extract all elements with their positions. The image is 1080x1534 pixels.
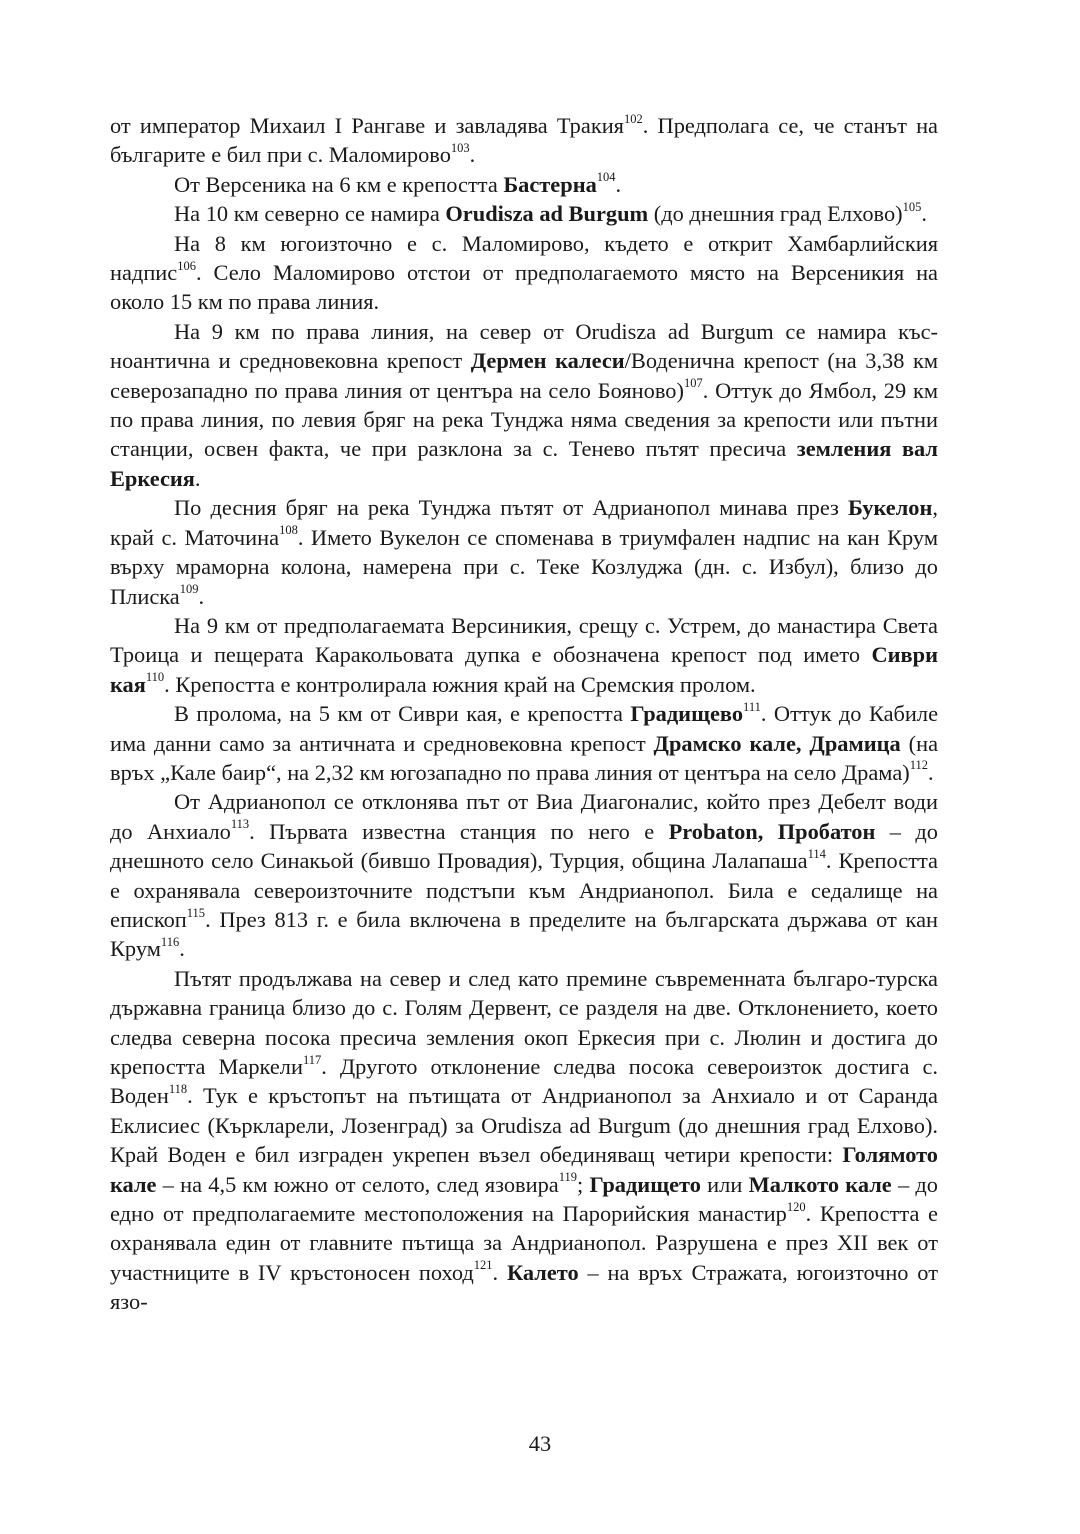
footnote-reference: 114 bbox=[807, 846, 826, 861]
text-segment: На 9 км по права линия, на север от Orudisza ad Burgum се намира късноантична и средновековна крепост bbox=[110, 318, 938, 374]
text-segment: . Крепостта е контролирала южния край на Сремския пролом. bbox=[164, 671, 756, 697]
footnote-reference: 106 bbox=[177, 258, 196, 273]
text-segment: . bbox=[469, 142, 476, 168]
text-segment: . Другото отклонение следва посока североизток достига с. Воден bbox=[110, 1054, 938, 1109]
text-segment: /Воденична крепост (на 3,38 км северозападно по права линия от центъра на село Бояново) bbox=[110, 348, 939, 403]
footnote-reference: 117 bbox=[302, 1052, 322, 1067]
text-segment: , край с. Маточина bbox=[110, 495, 938, 550]
text-segment: или bbox=[700, 1171, 749, 1197]
text-segment: В пролома, на 5 км от Сиври кая, е крепостта bbox=[174, 701, 631, 727]
text-segment: От Адрианопол се отклонява път от Виа Диагоналис, който през Дебелт води до Анхиало bbox=[110, 789, 938, 844]
page-number: 43 bbox=[528, 1431, 552, 1456]
paragraph bbox=[110, 964, 938, 1317]
text-segment: (до днешния град Елхово) bbox=[648, 201, 903, 227]
text-segment: . Предполага се, че станът на българите е бил при с. Маломирово bbox=[110, 113, 938, 168]
footnote-reference: 108 bbox=[279, 523, 298, 538]
footnote-reference: 107 bbox=[683, 376, 703, 391]
text-segment: . bbox=[194, 465, 201, 491]
text-segment: . Крепостта е охранявала североизточните подстъпи към Андрианопол. Била е седалище на епископ bbox=[110, 848, 938, 932]
text-segment: . Оттук до Ямбол, 29 км по права линия, по левия бряг на река Тунджа няма сведения за крепости или пътни станции, освен факта, че при разклона за с. Тенево пътят пресича bbox=[110, 377, 938, 462]
text-segment: . bbox=[179, 936, 185, 962]
text-segment: от император Михаил I Рангаве и завладява Тракия bbox=[110, 113, 624, 138]
text-segment: На 9 км от предполагаемата Версиникия, срещу с. Устрем, до манастира Света Троица и пещерата Каракольовата дупка е обозначена крепост под името bbox=[110, 612, 938, 668]
text-segment: . bbox=[615, 171, 622, 197]
text-segment: . bbox=[921, 201, 927, 227]
text-segment: . Тук е кръстопът на пътищата от Андрианопол за Анхиало и от Саранда Еклисиес (Къркларели, Лозенград) за Orudisza ad Burgum (до днешния град Елхово). Край Воден е бил изграден укрепен възел обединяващ четири крепости: bbox=[110, 1083, 938, 1168]
bold-term: Градищево bbox=[630, 701, 744, 727]
text-segment: По десния бряг на река Тунджа пътят от Адрианопол минава през bbox=[174, 495, 848, 521]
footnote-reference: 109 bbox=[179, 582, 199, 597]
paragraph bbox=[110, 111, 938, 170]
text-segment: . През 813 г. е била включена в пределите на българската държава от кан Крум bbox=[110, 906, 938, 962]
bold-term: Градището bbox=[589, 1171, 701, 1197]
footnote-reference: 111 bbox=[743, 699, 761, 714]
text-segment: ; bbox=[577, 1171, 590, 1197]
bold-term: Драмско кале, Драмица bbox=[653, 730, 901, 756]
footnote-reference: 112 bbox=[909, 758, 929, 773]
text-segment: (на връх „Кале баир“, на 2,32 км югозападно по права линия от центъра на село Драма) bbox=[110, 730, 939, 785]
text-segment: . Крепостта е охранявала един от главните пътища за Андрианопол. Разрушена е през XII век от участниците в IV кръстоносен поход bbox=[110, 1201, 938, 1285]
text-segment: На 10 км северно се намира bbox=[174, 201, 446, 227]
text-segment: . Село Маломирово отстои от предполагаемото място на Версеникия на около 15 км по права линия. bbox=[110, 260, 938, 315]
bold-term: Дермен калеси bbox=[470, 348, 625, 374]
paragraph bbox=[110, 611, 938, 699]
paragraph bbox=[110, 787, 938, 963]
text-segment: Пътят продължава на север и след като премине съвременната българо-турска държавна граница близо до с. Голям Дервент, се разделя на две. Отклонението, което следва северна посока пресича земления окоп Еркесия при с. Люлин и достига до крепостта Маркели bbox=[110, 965, 938, 1079]
bold-term: Сиври кая bbox=[110, 642, 938, 697]
bold-term: Бастерна bbox=[503, 171, 597, 197]
text-segment: . Името Вукелон се споменава в триумфален надпис на кан Крум върху мраморна колона, намерена при с. Теке Козлуджа (дн. с. Избул), близо до Плиска bbox=[110, 524, 938, 609]
text-segment: . Първата известна станция по него е bbox=[249, 818, 669, 844]
footnote-reference: 121 bbox=[473, 1258, 493, 1273]
paragraph bbox=[110, 199, 938, 228]
paragraph bbox=[110, 317, 938, 493]
footnote-reference: 102 bbox=[623, 111, 643, 126]
paragraph bbox=[110, 170, 938, 199]
bold-term: Orudisza ad Burgum bbox=[445, 201, 649, 227]
paragraph bbox=[110, 229, 938, 317]
footnote-reference: 113 bbox=[230, 817, 250, 832]
footnote-reference: 115 bbox=[186, 905, 206, 920]
text-segment: – до днешното село Синакьой (бившо Провадия), Турция, община Лалапаша bbox=[110, 818, 938, 874]
footnote-reference: 118 bbox=[168, 1081, 188, 1096]
paragraph bbox=[110, 699, 938, 787]
bold-term: Калето bbox=[506, 1259, 579, 1285]
footnote-reference: 103 bbox=[450, 140, 470, 155]
text-segment: – на 4,5 км южно от селото, след язовира bbox=[156, 1171, 559, 1197]
text-segment: . bbox=[492, 1259, 507, 1285]
bold-term: Probaton, Пробатон bbox=[668, 818, 876, 844]
text-segment: . bbox=[928, 759, 934, 785]
bold-term: Малкото кале bbox=[748, 1171, 892, 1197]
document-body bbox=[110, 111, 938, 1317]
text-segment: . bbox=[198, 583, 205, 609]
text-segment: – до едно от предполагаемите местоположения на Парорийския манастир bbox=[110, 1171, 938, 1227]
text-segment: – на връх Стражата, югоизточно от язо- bbox=[110, 1259, 938, 1315]
footnote-reference: 119 bbox=[558, 1170, 578, 1185]
text-segment: . Оттук до Кабиле има данни само за античната и средновековна крепост bbox=[110, 701, 939, 756]
text-segment: На 8 км югоизточно е с. Маломирово, където е открит Хамбарлийския надпис bbox=[110, 230, 938, 286]
footnote-reference: 120 bbox=[786, 1199, 806, 1214]
paragraph bbox=[110, 493, 938, 611]
footnote-reference: 105 bbox=[902, 199, 922, 214]
bold-term: Букелон bbox=[848, 495, 933, 521]
footnote-reference: 110 bbox=[145, 670, 165, 685]
bold-term: земления вал Еркесия bbox=[110, 436, 938, 491]
text-segment: От Версеника на 6 км е крепостта bbox=[174, 171, 504, 197]
bold-term: Голямото кале bbox=[110, 1142, 938, 1197]
footnote-reference: 116 bbox=[160, 934, 180, 949]
footnote-reference: 104 bbox=[596, 170, 616, 185]
